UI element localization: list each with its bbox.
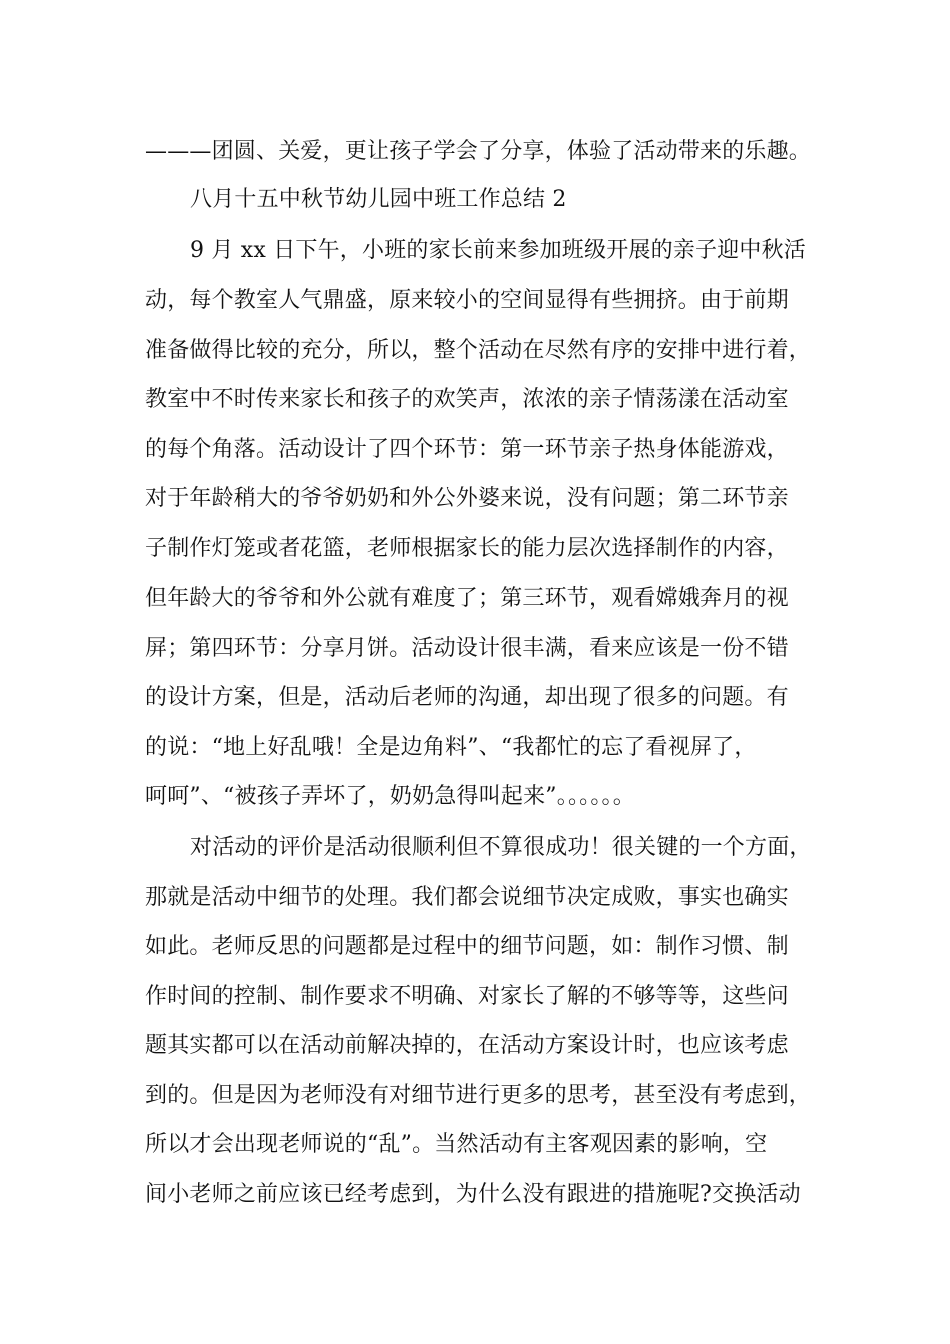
text-line: 呵呵”、“被孩子弄坏了，奶奶急得叫起来”。。。。。。: [145, 784, 635, 809]
text-line: 子制作灯笼或者花篮，老师根据家长的能力层次选择制作的内容，: [145, 536, 789, 561]
text-line: 准备做得比较的充分，所以，整个活动在尽然有序的安排中进行着，: [145, 338, 812, 363]
text-line: 的设计方案，但是，活动后老师的沟通，却出现了很多的问题。有: [145, 685, 789, 710]
section-heading: 八月十五中秋节幼儿园中班工作总结 2: [190, 187, 567, 212]
text-line: 到的。但是因为老师没有对细节进行更多的思考，甚至没有考虑到，: [145, 1083, 812, 1108]
text-line: 屏；第四环节：分享月饼。活动设计很丰满，看来应该是一份不错: [145, 636, 789, 661]
text-line: 9 月 xx 日下午，小班的家长前来参加班级开展的亲子迎中秋活: [190, 238, 806, 263]
text-line: 那就是活动中细节的处理。我们都会说细节决定成败，事实也确实: [145, 885, 789, 910]
text-line: ———团圆、关爱，更让孩子学会了分享，体验了活动带来的乐趣。: [145, 139, 812, 164]
text-line: 教室中不时传来家长和孩子的欢笑声，浓浓的亲子情荡漾在活动室: [145, 387, 789, 412]
text-line: 对于年龄稍大的爷爷奶奶和外公外婆来说，没有问题；第二环节亲: [145, 486, 789, 511]
text-line: 但年龄大的爷爷和外公就有难度了；第三环节，观看嫦娥奔月的视: [145, 586, 789, 611]
text-line: 如此。老师反思的问题都是过程中的细节问题，如：制作习惯、制: [145, 934, 789, 959]
text-line: 动，每个教室人气鼎盛，原来较小的空间显得有些拥挤。由于前期: [145, 288, 789, 313]
text-line: 题其实都可以在活动前解决掉的，在活动方案设计时，也应该考虑: [145, 1033, 789, 1058]
text-line: 对活动的评价是活动很顺利但不算很成功！很关键的一个方面，: [190, 835, 812, 860]
text-line: 所以才会出现老师说的“乱”。当然活动有主客观因素的影响，空: [145, 1132, 768, 1157]
text-line: 间小老师之前应该已经考虑到，为什么没有跟进的措施呢?交换活动: [145, 1182, 801, 1207]
text-line: 的每个角落。活动设计了四个环节：第一环节亲子热身体能游戏，: [145, 437, 789, 462]
text-line: 的说：“地上好乱哦！全是边角料”、“我都忙的忘了看视屏了，: [145, 735, 757, 760]
text-line: 作时间的控制、制作要求不明确、对家长了解的不够等等，这些问: [145, 984, 789, 1009]
